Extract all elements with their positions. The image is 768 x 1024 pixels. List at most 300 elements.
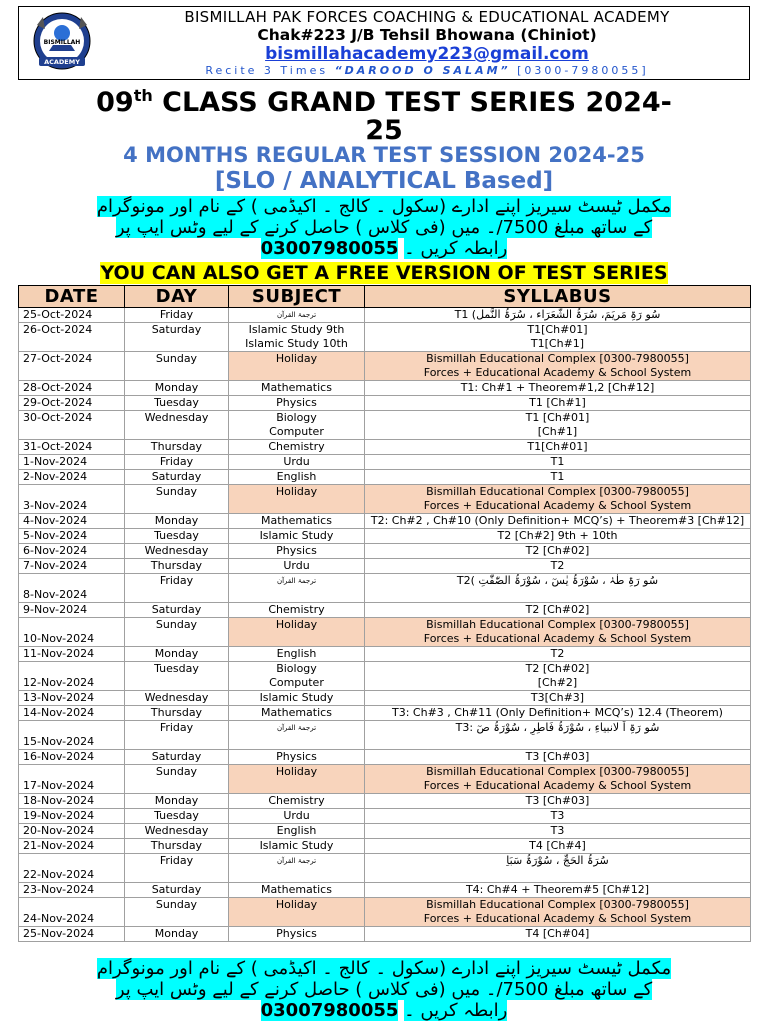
- page-title: [0, 82, 768, 145]
- syllabus-value: T1: [550, 470, 565, 483]
- cell-subject: [229, 470, 365, 485]
- cell-date: [19, 411, 125, 440]
- day-value: Sunday: [155, 485, 198, 498]
- table-row: [19, 411, 751, 440]
- title-series-text: CLASS GRAND TEST SERIES 2024-: [152, 87, 672, 118]
- cell-subject: [229, 898, 365, 927]
- title-series-year-wrap: 25: [365, 115, 403, 146]
- cell-date: [19, 574, 125, 603]
- table-row: [19, 794, 751, 809]
- cell-subject: [229, 323, 365, 352]
- syllabus-value: Bismillah Educational Complex [0300-7980055]: [426, 485, 689, 498]
- cell-subject: [229, 381, 365, 396]
- cell-subject: [229, 574, 365, 603]
- syllabus-value: T2 [Ch#02]: [525, 544, 590, 557]
- recite-phone: [0300-7980055]: [517, 64, 649, 77]
- syllabus-value: T3 [Ch#03]: [525, 750, 590, 763]
- subject-value: Physics: [276, 544, 317, 557]
- academy-logo: [29, 11, 95, 75]
- cell-date: [19, 883, 125, 898]
- cell-subject: [229, 854, 365, 883]
- syllabus-value: سُو رَۃِ اَ لانبیاءِ ، سُوْرَۃُ فَاطِرِ ، سُوْرَۃُ صٓ :T3: [455, 721, 660, 734]
- syllabus-value: Bismillah Educational Complex [0300-7980055]: [426, 618, 689, 631]
- cell-day: [125, 574, 229, 603]
- day-value: Thursday: [150, 839, 203, 852]
- syllabus-value-2: Forces + Educational Academy & School System: [423, 632, 692, 645]
- syllabus-value: سُرَۃُ الحَجِّ ، سُوْرَۃُ سَبَاِ: [506, 854, 609, 867]
- date-value: 17-Nov-2024: [23, 779, 95, 792]
- cell-date: [19, 544, 125, 559]
- cell-date: [19, 603, 125, 618]
- cell-syllabus: [365, 440, 751, 455]
- date-value: 7-Nov-2024: [23, 559, 88, 572]
- table-row: [19, 559, 751, 574]
- cell-day: [125, 824, 229, 839]
- cell-subject: [229, 809, 365, 824]
- cell-day: [125, 323, 229, 352]
- cell-day: [125, 544, 229, 559]
- cell-subject: [229, 514, 365, 529]
- day-value: Tuesday: [154, 529, 199, 542]
- cell-date: [19, 721, 125, 750]
- cell-subject: [229, 559, 365, 574]
- syllabus-value: T2: Ch#2 , Ch#10 (Only Definition+ MCQ’s) + Theorem#3 [Ch#12]: [370, 514, 745, 527]
- table-row: [19, 352, 751, 381]
- cell-date: [19, 514, 125, 529]
- header-date: DATE: [19, 286, 125, 308]
- syllabus-value: T1 [Ch#01]: [525, 411, 590, 424]
- cell-date: [19, 396, 125, 411]
- cell-date: [19, 323, 125, 352]
- cell-date: [19, 559, 125, 574]
- free-version-banner: [14, 262, 754, 284]
- syllabus-value: T3: [550, 824, 565, 837]
- day-value: Wednesday: [144, 411, 209, 424]
- cell-syllabus: [365, 455, 751, 470]
- cell-day: [125, 721, 229, 750]
- subject-value: Chemistry: [268, 440, 325, 453]
- cell-day: [125, 809, 229, 824]
- table-row: [19, 323, 751, 352]
- date-value: 3-Nov-2024: [23, 499, 88, 512]
- syllabus-value: T2 [Ch#02]: [525, 603, 590, 616]
- table-row: [19, 854, 751, 883]
- subject-value-2: Islamic Study 10th: [245, 337, 348, 350]
- table-row: [19, 898, 751, 927]
- syllabus-value: T2 [Ch#2] 9th + 10th: [497, 529, 618, 542]
- day-value: Tuesday: [154, 809, 199, 822]
- subject-value: Holiday: [275, 485, 318, 498]
- cell-subject: [229, 647, 365, 662]
- cell-date: [19, 352, 125, 381]
- table-row: [19, 691, 751, 706]
- cell-subject: [229, 691, 365, 706]
- syllabus-value: T2 [Ch#02]: [525, 662, 590, 675]
- subject-value: Biology: [276, 411, 317, 424]
- cell-day: [125, 794, 229, 809]
- title-class-sup: th: [133, 86, 153, 105]
- cell-day: [125, 485, 229, 514]
- cell-syllabus: [365, 927, 751, 942]
- cell-day: [125, 898, 229, 927]
- cell-subject: [229, 455, 365, 470]
- subject-value: Urdu: [283, 559, 310, 572]
- subject-value: Physics: [276, 750, 317, 763]
- academy-header: [18, 6, 750, 80]
- date-value: 10-Nov-2024: [23, 632, 95, 645]
- cell-date: [19, 794, 125, 809]
- table-row: [19, 927, 751, 942]
- subject-value: Mathematics: [261, 706, 332, 719]
- cell-syllabus: [365, 559, 751, 574]
- day-value: Saturday: [151, 323, 202, 336]
- cell-syllabus: [365, 603, 751, 618]
- subject-value: Chemistry: [268, 794, 325, 807]
- promo-line-1-bottom: مکمل ٹیسٹ سیریز اپنے ادارے (سکول ۔ کالج ۔ اکیڈمی ) کے نام اور مونوگرام: [96, 958, 672, 979]
- subject-value: ترجمۃ القرآن: [276, 311, 317, 319]
- cell-day: [125, 647, 229, 662]
- cell-syllabus: [365, 396, 751, 411]
- table-row: [19, 544, 751, 559]
- academy-email-link[interactable]: bismillahacademy223@gmail.com: [265, 44, 589, 64]
- syllabus-value: T1[Ch#01]: [527, 323, 588, 336]
- date-value: 30-Oct-2024: [23, 411, 93, 424]
- day-value: Saturday: [151, 603, 202, 616]
- cell-syllabus: [365, 308, 751, 323]
- date-value: 1-Nov-2024: [23, 455, 88, 468]
- day-value: Sunday: [155, 618, 198, 631]
- table-row: [19, 809, 751, 824]
- cell-date: [19, 898, 125, 927]
- cell-syllabus: [365, 574, 751, 603]
- syllabus-value: T2: [550, 559, 565, 572]
- date-value: 4-Nov-2024: [23, 514, 88, 527]
- cell-day: [125, 927, 229, 942]
- cell-day: [125, 854, 229, 883]
- table-row: [19, 440, 751, 455]
- cell-subject: [229, 603, 365, 618]
- cell-day: [125, 352, 229, 381]
- promo-line-2: کے ساتھ مبلغ 7500/۔ میں (فی کلاس ) حاصل کرنے کے لیے وٹس ایپ پر: [115, 217, 653, 238]
- date-value: 16-Nov-2024: [23, 750, 95, 763]
- cell-date: [19, 854, 125, 883]
- date-value: 19-Nov-2024: [23, 809, 95, 822]
- day-value: Tuesday: [154, 662, 199, 675]
- header-subject: SUBJECT: [229, 286, 365, 308]
- subject-value: ترجمۃ القرآن: [276, 724, 317, 732]
- promo-text-bottom: [14, 958, 754, 1021]
- syllabus-value-2: Forces + Educational Academy & School System: [423, 779, 692, 792]
- cell-syllabus: [365, 706, 751, 721]
- syllabus-value: T3 [Ch#03]: [525, 794, 590, 807]
- syllabus-value: T1: Ch#1 + Theorem#1,2 [Ch#12]: [460, 381, 655, 394]
- syllabus-value-2: [Ch#1]: [537, 425, 578, 438]
- date-value: 15-Nov-2024: [23, 735, 95, 748]
- cell-subject: [229, 485, 365, 514]
- day-value: Wednesday: [144, 544, 209, 557]
- subject-value: Biology: [276, 662, 317, 675]
- subject-value: Physics: [276, 396, 317, 409]
- subject-value: ترجمۃ القرآن: [276, 857, 317, 865]
- cell-subject: [229, 927, 365, 942]
- cell-date: [19, 765, 125, 794]
- cell-syllabus: [365, 765, 751, 794]
- cell-syllabus: [365, 544, 751, 559]
- subject-value: Mathematics: [261, 381, 332, 394]
- promo-phone-bottom: 03007980055: [260, 1000, 399, 1021]
- cell-syllabus: [365, 662, 751, 691]
- cell-day: [125, 529, 229, 544]
- cell-date: [19, 618, 125, 647]
- table-row: [19, 618, 751, 647]
- cell-date: [19, 440, 125, 455]
- subject-value: English: [276, 470, 317, 483]
- syllabus-value: T1[Ch#01]: [527, 440, 588, 453]
- cell-day: [125, 618, 229, 647]
- header-syllabus: SYLLABUS: [365, 286, 751, 308]
- recite-prefix: Recite 3 Times: [205, 64, 329, 77]
- subject-value: English: [276, 647, 317, 660]
- cell-syllabus: [365, 647, 751, 662]
- syllabus-value: T1: [550, 455, 565, 468]
- date-value: 29-Oct-2024: [23, 396, 93, 409]
- subject-value: Physics: [276, 927, 317, 940]
- cell-syllabus: [365, 352, 751, 381]
- table-row: [19, 662, 751, 691]
- cell-subject: [229, 440, 365, 455]
- day-value: Friday: [159, 308, 194, 321]
- cell-date: [19, 706, 125, 721]
- cell-date: [19, 691, 125, 706]
- cell-subject: [229, 529, 365, 544]
- cell-date: [19, 647, 125, 662]
- table-row: [19, 485, 751, 514]
- cell-day: [125, 883, 229, 898]
- day-value: Wednesday: [144, 824, 209, 837]
- cell-syllabus: [365, 824, 751, 839]
- promo-line-3-bottom: رابطہ کریں ۔: [404, 1000, 508, 1021]
- cell-date: [19, 455, 125, 470]
- date-value: 26-Oct-2024: [23, 323, 93, 336]
- day-value: Friday: [159, 854, 194, 867]
- cell-syllabus: [365, 381, 751, 396]
- cell-day: [125, 662, 229, 691]
- cell-date: [19, 470, 125, 485]
- day-value: Saturday: [151, 750, 202, 763]
- session-subtitle: 4 MONTHS REGULAR TEST SESSION 2024-25: [123, 143, 645, 167]
- syllabus-value: Bismillah Educational Complex [0300-7980055]: [426, 898, 689, 911]
- cell-day: [125, 765, 229, 794]
- cell-syllabus: [365, 809, 751, 824]
- syllabus-value-2: Forces + Educational Academy & School System: [423, 912, 692, 925]
- day-value: Sunday: [155, 898, 198, 911]
- cell-syllabus: [365, 514, 751, 529]
- cell-date: [19, 381, 125, 396]
- cell-date: [19, 308, 125, 323]
- recite-line: [109, 64, 745, 78]
- schedule-table: [18, 285, 751, 942]
- day-value: Thursday: [150, 440, 203, 453]
- table-row: [19, 470, 751, 485]
- table-row: [19, 455, 751, 470]
- title-class-number: 09: [96, 87, 134, 118]
- cell-subject: [229, 396, 365, 411]
- cell-day: [125, 750, 229, 765]
- day-value: Friday: [159, 574, 194, 587]
- day-value: Thursday: [150, 706, 203, 719]
- table-row: [19, 721, 751, 750]
- cell-subject: [229, 794, 365, 809]
- cell-subject: [229, 352, 365, 381]
- day-value: Wednesday: [144, 691, 209, 704]
- syllabus-value: T3[Ch#3]: [530, 691, 585, 704]
- cell-syllabus: [365, 794, 751, 809]
- cell-syllabus: [365, 898, 751, 927]
- date-value: 18-Nov-2024: [23, 794, 95, 807]
- cell-subject: [229, 411, 365, 440]
- cell-subject: [229, 706, 365, 721]
- day-value: Tuesday: [154, 396, 199, 409]
- cell-syllabus: [365, 854, 751, 883]
- date-value: 23-Nov-2024: [23, 883, 95, 896]
- table-row: [19, 396, 751, 411]
- date-value: 12-Nov-2024: [23, 676, 95, 689]
- subject-value: Mathematics: [261, 514, 332, 527]
- table-row: [19, 603, 751, 618]
- day-value: Monday: [154, 647, 199, 660]
- day-value: Monday: [154, 514, 199, 527]
- cell-date: [19, 529, 125, 544]
- syllabus-value: T3: [550, 809, 565, 822]
- table-row: [19, 381, 751, 396]
- subject-value-2: Computer: [269, 425, 324, 438]
- cell-syllabus: [365, 721, 751, 750]
- subject-value: English: [276, 824, 317, 837]
- schedule-body: [19, 308, 751, 942]
- date-value: 11-Nov-2024: [23, 647, 95, 660]
- subject-value: Urdu: [283, 455, 310, 468]
- syllabus-value-2: [Ch#2]: [537, 676, 578, 689]
- cell-syllabus: [365, 529, 751, 544]
- recite-darood: “DAROOD O SALAM”: [334, 64, 511, 77]
- cell-day: [125, 308, 229, 323]
- syllabus-value: سُو رَۃِ طٰہٰ ، سُوْرَۃُ یٰسٓ ، سُوْرَۃُ الصّٰفّٰتِ )T2: [456, 574, 659, 587]
- based-subtitle: [SLO / ANALYTICAL Based]: [214, 168, 554, 194]
- table-row: [19, 883, 751, 898]
- cell-subject: [229, 721, 365, 750]
- date-value: 2-Nov-2024: [23, 470, 88, 483]
- promo-line-1: مکمل ٹیسٹ سیریز اپنے ادارے (سکول ۔ کالج ۔ اکیڈمی ) کے نام اور مونوگرام: [96, 196, 672, 217]
- cell-day: [125, 455, 229, 470]
- syllabus-value: T1 [Ch#1]: [529, 396, 586, 409]
- date-value: 31-Oct-2024: [23, 440, 93, 453]
- subject-value: Islamic Study: [259, 691, 334, 704]
- day-value: Sunday: [155, 352, 198, 365]
- table-row: [19, 308, 751, 323]
- free-version-text: YOU CAN ALSO GET A FREE VERSION OF TEST SERIES: [100, 262, 668, 284]
- promo-line-2-bottom: کے ساتھ مبلغ 7500/۔ میں (فی کلاس ) حاصل کرنے کے لیے وٹس ایپ پر: [115, 979, 653, 1000]
- syllabus-value: T2: [550, 647, 565, 660]
- syllabus-value-2: Forces + Educational Academy & School System: [423, 366, 692, 379]
- promo-phone: 03007980055: [260, 238, 399, 259]
- cell-day: [125, 559, 229, 574]
- cell-subject: [229, 839, 365, 854]
- cell-day: [125, 440, 229, 455]
- cell-day: [125, 396, 229, 411]
- table-row: [19, 574, 751, 603]
- day-value: Thursday: [150, 559, 203, 572]
- cell-date: [19, 839, 125, 854]
- promo-text-top: [14, 196, 754, 259]
- cell-subject: [229, 308, 365, 323]
- day-value: Friday: [159, 455, 194, 468]
- cell-day: [125, 470, 229, 485]
- date-value: 9-Nov-2024: [23, 603, 88, 616]
- cell-subject: [229, 765, 365, 794]
- date-value: 24-Nov-2024: [23, 912, 95, 925]
- cell-date: [19, 809, 125, 824]
- logo-text-top: BISMILLAH: [43, 39, 81, 46]
- table-header-row: [19, 286, 751, 308]
- syllabus-value: T4 [Ch#04]: [525, 927, 590, 940]
- cell-subject: [229, 824, 365, 839]
- logo-text-bottom: ACADEMY: [44, 58, 80, 66]
- subject-value: Urdu: [283, 809, 310, 822]
- subject-value: Holiday: [275, 765, 318, 778]
- cell-date: [19, 485, 125, 514]
- date-value: 27-Oct-2024: [23, 352, 93, 365]
- cell-syllabus: [365, 618, 751, 647]
- subject-value: Chemistry: [268, 603, 325, 616]
- cell-syllabus: [365, 750, 751, 765]
- subject-value: Islamic Study: [259, 529, 334, 542]
- syllabus-value: Bismillah Educational Complex [0300-7980055]: [426, 352, 689, 365]
- day-value: Friday: [159, 721, 194, 734]
- syllabus-value-2: T1[Ch#1]: [530, 337, 585, 350]
- cell-syllabus: [365, 470, 751, 485]
- date-value: 5-Nov-2024: [23, 529, 88, 542]
- day-value: Saturday: [151, 470, 202, 483]
- cell-day: [125, 706, 229, 721]
- date-value: 14-Nov-2024: [23, 706, 95, 719]
- day-value: Monday: [154, 381, 199, 394]
- subject-value: Islamic Study 9th: [248, 323, 345, 336]
- cell-day: [125, 839, 229, 854]
- subject-value: Mathematics: [261, 883, 332, 896]
- date-value: 21-Nov-2024: [23, 839, 95, 852]
- subject-value: Holiday: [275, 898, 318, 911]
- cell-syllabus: [365, 411, 751, 440]
- cell-date: [19, 824, 125, 839]
- cell-subject: [229, 750, 365, 765]
- cell-subject: [229, 618, 365, 647]
- cell-date: [19, 662, 125, 691]
- table-row: [19, 839, 751, 854]
- table-row: [19, 647, 751, 662]
- day-value: Monday: [154, 794, 199, 807]
- cell-date: [19, 927, 125, 942]
- cell-day: [125, 603, 229, 618]
- syllabus-value-2: Forces + Educational Academy & School System: [423, 499, 692, 512]
- date-value: 6-Nov-2024: [23, 544, 88, 557]
- syllabus-value: T3: Ch#3 , Ch#11 (Only Definition+ MCQ’s) 12.4 (Theorem): [392, 706, 723, 719]
- table-row: [19, 750, 751, 765]
- promo-line-3: رابطہ کریں ۔: [404, 238, 508, 259]
- day-value: Saturday: [151, 883, 202, 896]
- syllabus-value: T4: Ch#4 + Theorem#5 [Ch#12]: [465, 883, 650, 896]
- date-value: 8-Nov-2024: [23, 588, 88, 601]
- syllabus-value: Bismillah Educational Complex [0300-7980055]: [426, 765, 689, 778]
